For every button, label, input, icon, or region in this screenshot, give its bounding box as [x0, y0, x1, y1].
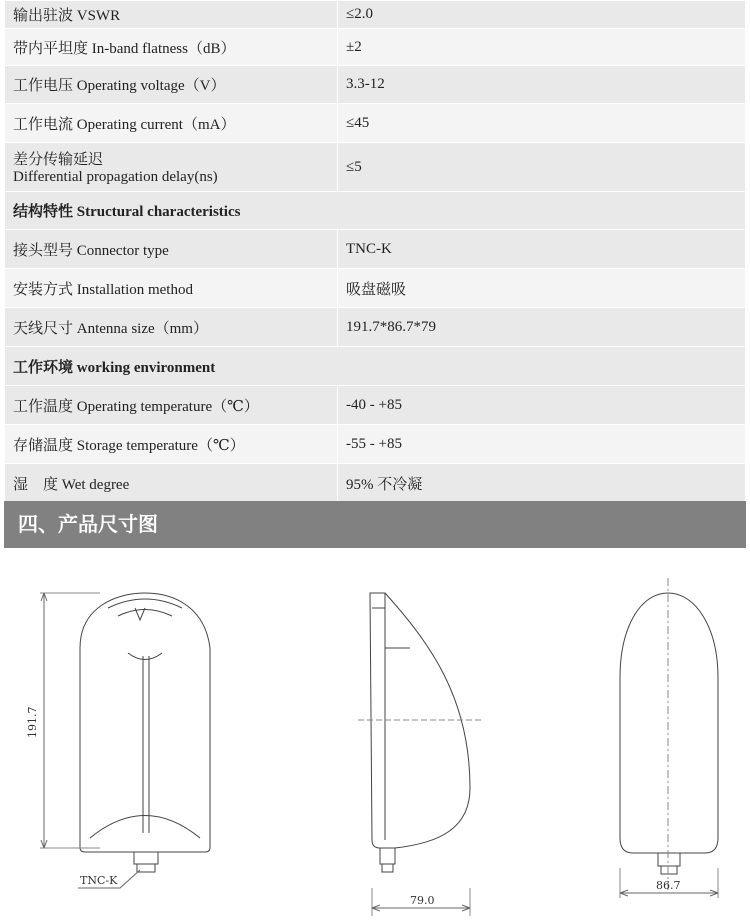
- spec-table: [4, 0, 746, 503]
- row-value: ≤2.0: [338, 1, 746, 29]
- row-label: 工作电流 Operating current（mA）: [5, 104, 338, 143]
- dimensions-header: 四、产品尺寸图: [4, 501, 746, 548]
- table-row: [5, 66, 746, 104]
- row-value: 3.3-12: [338, 66, 746, 104]
- row-label-en: Differential propagation delay(ns): [13, 169, 218, 185]
- back-view: [620, 578, 718, 898]
- height-dimension-label: 191.7: [26, 706, 39, 738]
- connector-label: TNC-K: [80, 874, 118, 887]
- section-row-structural: [5, 192, 746, 230]
- table-row: [5, 386, 746, 425]
- row-label: 安装方式 Installation method: [5, 269, 338, 308]
- row-label: 工作温度 Operating temperature（℃）: [5, 386, 338, 425]
- row-label: 输出驻波 VSWR: [5, 1, 338, 29]
- table-row: [5, 143, 746, 192]
- row-label: [5, 143, 338, 192]
- row-label: 带内平坦度 In-band flatness（dB）: [5, 29, 338, 66]
- row-label: 工作电压 Operating voltage（V）: [5, 66, 338, 104]
- row-value: ±2: [338, 29, 746, 66]
- table-row: [5, 1, 746, 29]
- row-value: -40 - +85: [338, 386, 746, 425]
- row-label: 接头型号 Connector type: [5, 230, 338, 269]
- table-row: [5, 230, 746, 269]
- row-value: 191.7*86.7*79: [338, 308, 746, 347]
- section-title: 结构特性 Structural characteristics: [5, 192, 746, 230]
- row-label: 存储温度 Storage temperature（℃）: [5, 425, 338, 464]
- table-row: [5, 269, 746, 308]
- row-label-cn: 差分传输延迟: [13, 152, 104, 168]
- depth-dimension-label: 79.0: [410, 894, 435, 907]
- section-row-environment: [5, 347, 746, 386]
- table-row: [5, 104, 746, 143]
- front-view: [40, 593, 210, 888]
- table-row: [5, 29, 746, 66]
- row-label: 天线尺寸 Antenna size（mm）: [5, 308, 338, 347]
- table-row: [5, 308, 746, 347]
- row-value: -55 - +85: [338, 425, 746, 464]
- table-row: [5, 425, 746, 464]
- dimension-drawing: [0, 548, 750, 923]
- row-value: 吸盘磁吸: [338, 269, 746, 308]
- row-value: 95% 不冷凝: [338, 464, 746, 503]
- width-dimension-label: 86.7: [656, 879, 681, 892]
- row-value: TNC-K: [338, 230, 746, 269]
- row-label: 湿 度 Wet degree: [5, 464, 338, 503]
- table-row: [5, 464, 746, 503]
- side-view: [358, 593, 483, 916]
- row-value: ≤45: [338, 104, 746, 143]
- row-value: ≤5: [338, 143, 746, 192]
- section-title: 工作环境 working environment: [5, 347, 746, 386]
